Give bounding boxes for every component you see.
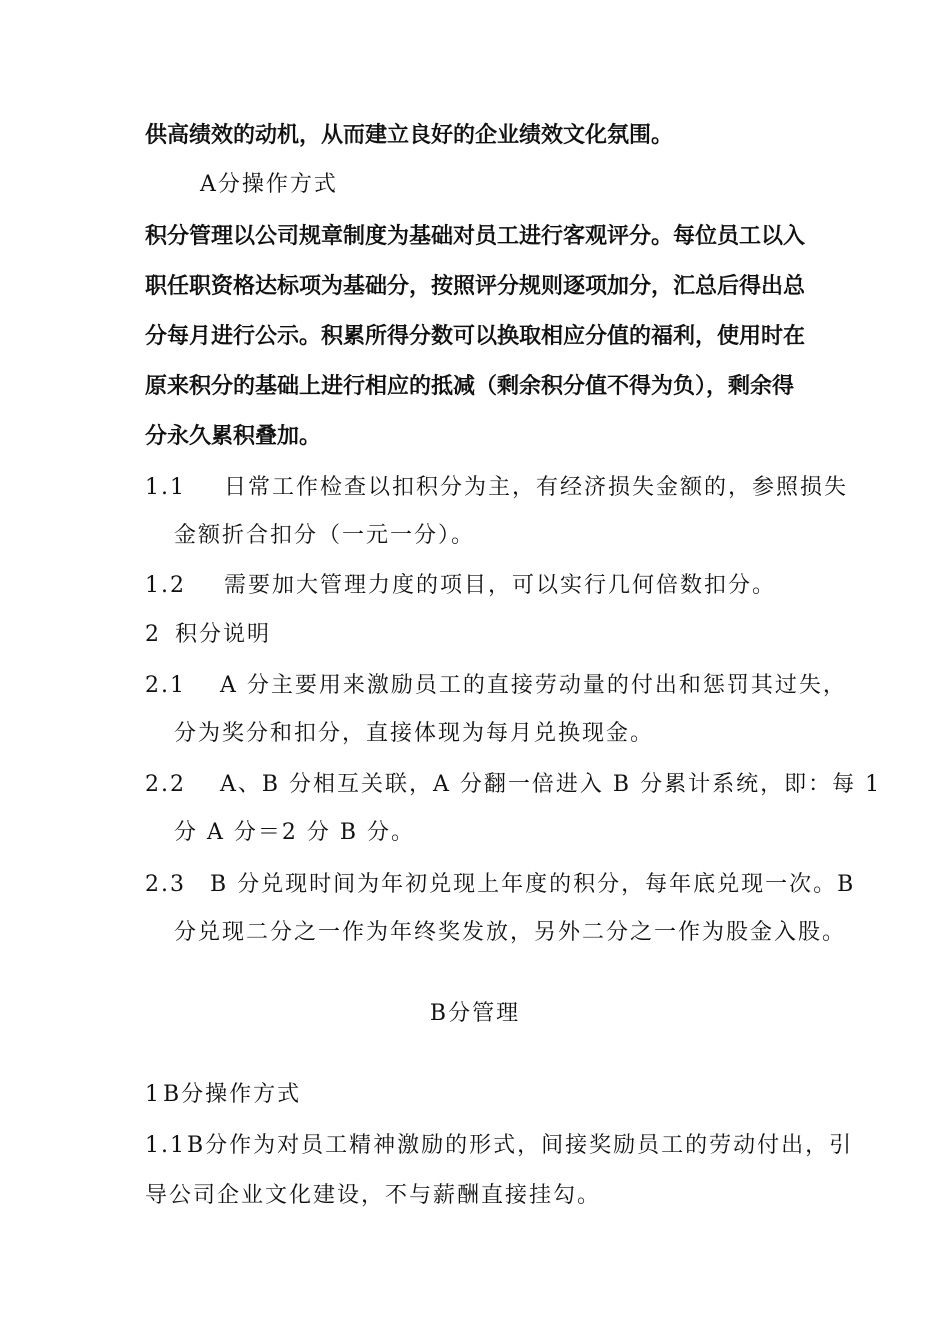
list-item-number: 1.1	[145, 475, 186, 500]
a-paragraph-line: 分每月进行公示。积累所得分数可以换取相应分值的福利，使用时在	[145, 323, 806, 349]
a-paragraph-line: 职任职资格达标项为基础分，按照评分规则逐项加分，汇总后得出总	[145, 273, 806, 299]
list-item-text: A、B 分相互关联，A 分翻一倍进入 B 分累计系统，即：每 1	[220, 772, 882, 797]
list-item-text: 金额折合扣分（一元一分）。	[174, 523, 476, 548]
list-item-number: 2.2	[145, 772, 186, 797]
list-item-text: 分 A 分＝2 分 B 分。	[174, 820, 416, 845]
a-paragraph-line: 分永久累积叠加。	[145, 423, 322, 449]
b-heading-number: 1	[145, 1082, 161, 1107]
list-item-number: 2.3	[145, 872, 186, 897]
a-paragraph-line: 原来积分的基础上进行相应的抵减（剩余积分值不得为负），剩余得	[145, 373, 795, 399]
a-operation-heading: A分操作方式	[200, 172, 338, 197]
section-title: 积分说明	[175, 622, 272, 647]
list-item-number: 2.1	[145, 673, 186, 698]
intro-line: 供高绩效的动机，从而建立良好的企业绩效文化氛围。	[145, 122, 674, 148]
b-item-text: B分作为对员工精神激励的形式，间接奖励员工的劳动付出，引	[187, 1133, 854, 1158]
list-item-number: 1.2	[145, 573, 186, 598]
b-item-text: 导公司企业文化建设，不与薪酬直接挂勾。	[145, 1183, 602, 1208]
section-number: 2	[145, 622, 161, 647]
b-heading: B分操作方式	[163, 1082, 302, 1107]
b-item-number: 1.1	[145, 1133, 186, 1158]
a-paragraph-line: 积分管理以公司规章制度为基础对员工进行客观评分。每位员工以入	[145, 223, 806, 249]
list-item-text: 需要加大管理力度的项目，可以实行几何倍数扣分。	[224, 573, 777, 598]
list-item-text: 日常工作检查以扣积分为主，有经济损失金额的，参照损失	[224, 475, 849, 500]
list-item-text: 分为奖分和扣分，直接体现为每月兑换现金。	[174, 721, 655, 746]
b-section-title: B分管理	[429, 1001, 521, 1026]
list-item-text: B 分兑现时间为年初兑现上年度的积分，每年底兑现一次。B	[210, 872, 856, 897]
list-item-text: 分兑现二分之一作为年终奖发放，另外二分之一作为股金入股。	[174, 920, 847, 945]
list-item-text: A 分主要用来激励员工的直接劳动量的付出和惩罚其过失，	[220, 673, 847, 698]
